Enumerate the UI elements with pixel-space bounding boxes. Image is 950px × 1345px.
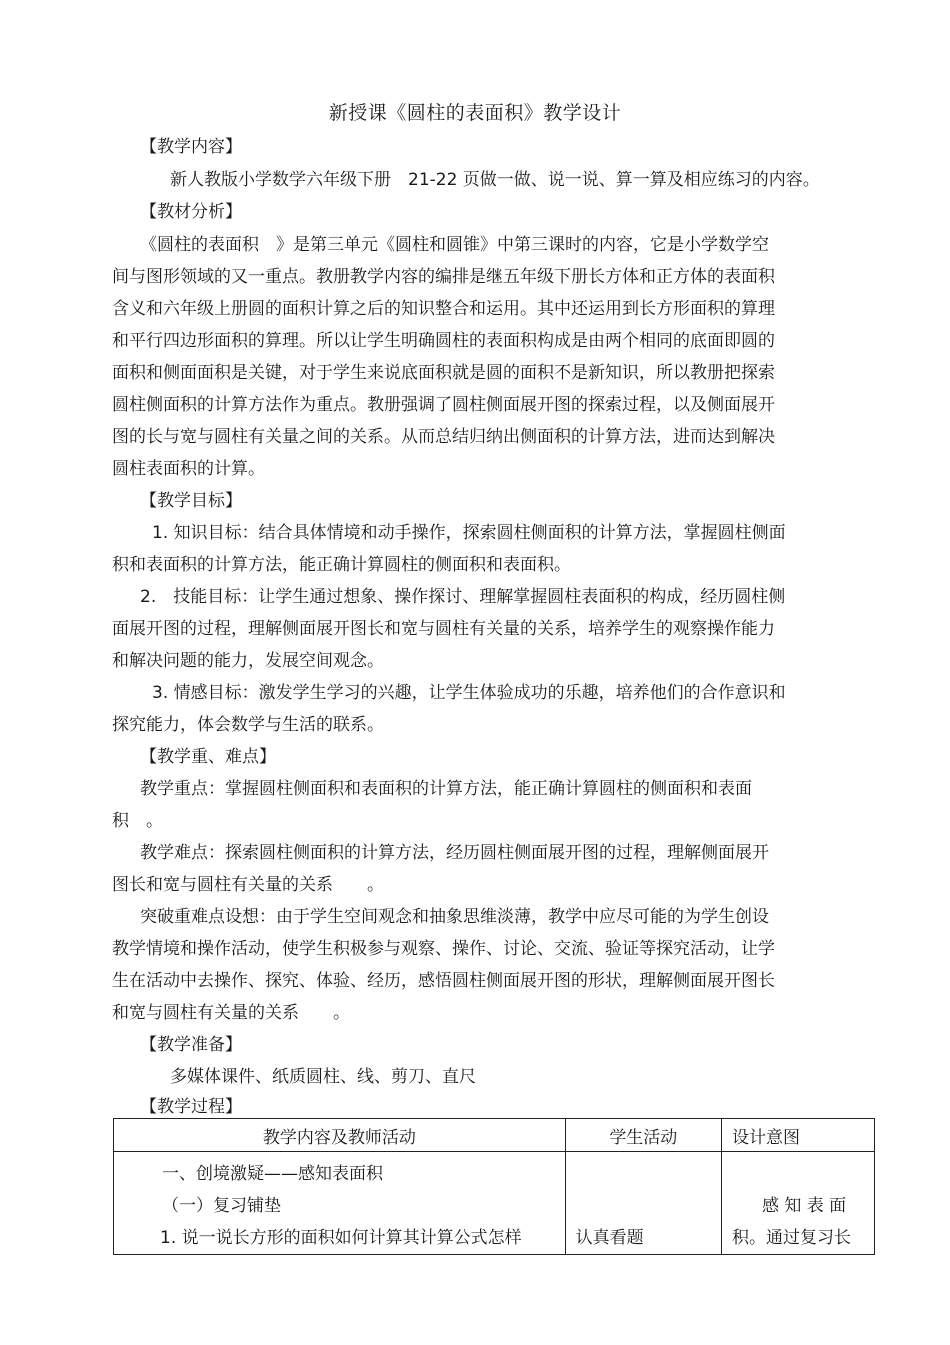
teacher-activity-cell [114, 1152, 566, 1255]
analysis-line: 面积和侧面面积是关键，对于学生来说底面积就是圆的面积不是新知识，所以教册把探索 [112, 363, 775, 383]
table-row [114, 1152, 875, 1255]
table-header-intent: 设计意图 [721, 1119, 874, 1152]
idea-line: 和宽与圆柱有关量的关系 。 [112, 1003, 350, 1023]
idea-line: 突破重难点设想：由于学生空间观念和抽象思维淡薄，教学中应尽可能的为学生创设 [140, 907, 769, 927]
goal-line: 积和表面积的计算方法，能正确计算圆柱的侧面积和表面积。 [112, 555, 571, 575]
section-header-process: 【教学过程】 [140, 1097, 242, 1117]
analysis-line: 和平行四边形面积的算理。所以让学生明确圆柱的表面积构成是由两个相同的底面即圆的 [112, 331, 775, 351]
goal-line: 1. 知识目标：结合具体情境和动手操作，探索圆柱侧面积的计算方法，掌握圆柱侧面 [152, 523, 786, 543]
student-activity-text: 认真看题 [575, 1228, 644, 1248]
analysis-line: 含义和六年级上册圆的面积计算之后的知识整合和运用。其中还运用到长方形面积的算理 [112, 299, 775, 319]
teacher-activity-line: 一、创境激疑——感知表面积 [162, 1164, 383, 1184]
goal-line: 3. 情感目标：激发学生学习的兴趣，让学生体验成功的乐趣，培养他们的合作意识和 [152, 683, 786, 703]
document-title: 新授课《圆柱的表面积》教学设计 [328, 102, 622, 124]
difficulty-line: 教学难点：探索圆柱侧面积的计算方法，经历圆柱侧面展开图的过程，理解侧面展开 [140, 843, 769, 863]
goal-line: 面展开图的过程，理解侧面展开图长和宽与圆柱有关量的关系，培养学生的观察操作能力 [112, 619, 775, 639]
student-activity-cell [565, 1152, 721, 1255]
analysis-line: 圆柱侧面积的计算方法作为重点。教册强调了圆柱侧面展开图的探索过程，以及侧面展开 [112, 395, 775, 415]
goal-line: 2. 技能目标：让学生通过想象、操作探讨、理解掌握圆柱表面积的构成，经历圆柱侧 [140, 587, 786, 607]
table-header-row [114, 1119, 875, 1152]
section-header-keypoints: 【教学重、难点】 [140, 747, 276, 767]
idea-line: 生在活动中去操作、探究、体验、经历，感悟圆柱侧面展开图的形状，理解侧面展开图长 [112, 971, 775, 991]
goal-line: 和解决问题的能力，发展空间观念。 [112, 651, 384, 671]
process-table [113, 1118, 875, 1255]
content-text: 新人教版小学数学六年级下册 21-22 页做一做、说一说、算一算及相应练习的内容。 [170, 170, 820, 190]
section-header-content: 【教学内容】 [140, 137, 242, 157]
keypoint-line: 教学重点：掌握圆柱侧面积和表面积的计算方法，能正确计算圆柱的侧面积和表面 [140, 779, 752, 799]
table-header-teacher: 教学内容及教师活动 [114, 1119, 566, 1152]
idea-line: 教学情境和操作活动，使学生积极参与观察、操作、讨论、交流、验证等探究活动，让学 [112, 939, 775, 959]
analysis-line: 《圆柱的表面积 》是第三单元《圆柱和圆锥》中第三课时的内容，它是小学数学空 [140, 235, 769, 255]
design-intent-line: 积。通过复习长 [731, 1228, 851, 1248]
keypoint-line: 积 。 [112, 811, 163, 831]
design-intent-cell [721, 1152, 874, 1255]
goal-line: 探究能力，体会数学与生活的联系。 [112, 715, 384, 735]
prep-text: 多媒体课件、纸质圆柱、线、剪刀、直尺 [170, 1067, 476, 1087]
table-header-student: 学生活动 [565, 1119, 721, 1152]
section-header-analysis: 【教材分析】 [140, 202, 242, 222]
analysis-line: 图的长与宽与圆柱有关量之间的关系。从而总结归纳出侧面积的计算方法，进而达到解决 [112, 427, 775, 447]
analysis-line: 间与图形领域的又一重点。教册教学内容的编排是继五年级下册长方体和正方体的表面积 [112, 267, 775, 287]
analysis-line: 圆柱表面积的计算。 [112, 459, 265, 479]
design-intent-line: 感 知 表 面 [761, 1196, 847, 1216]
teacher-activity-line: （一）复习铺垫 [162, 1196, 281, 1216]
teacher-activity-line: 1. 说一说长方形的面积如何计算其计算公式怎样 [160, 1228, 522, 1248]
section-header-goals: 【教学目标】 [140, 491, 242, 511]
section-header-prep: 【教学准备】 [140, 1035, 242, 1055]
difficulty-line: 图长和宽与圆柱有关量的关系 。 [112, 875, 384, 895]
